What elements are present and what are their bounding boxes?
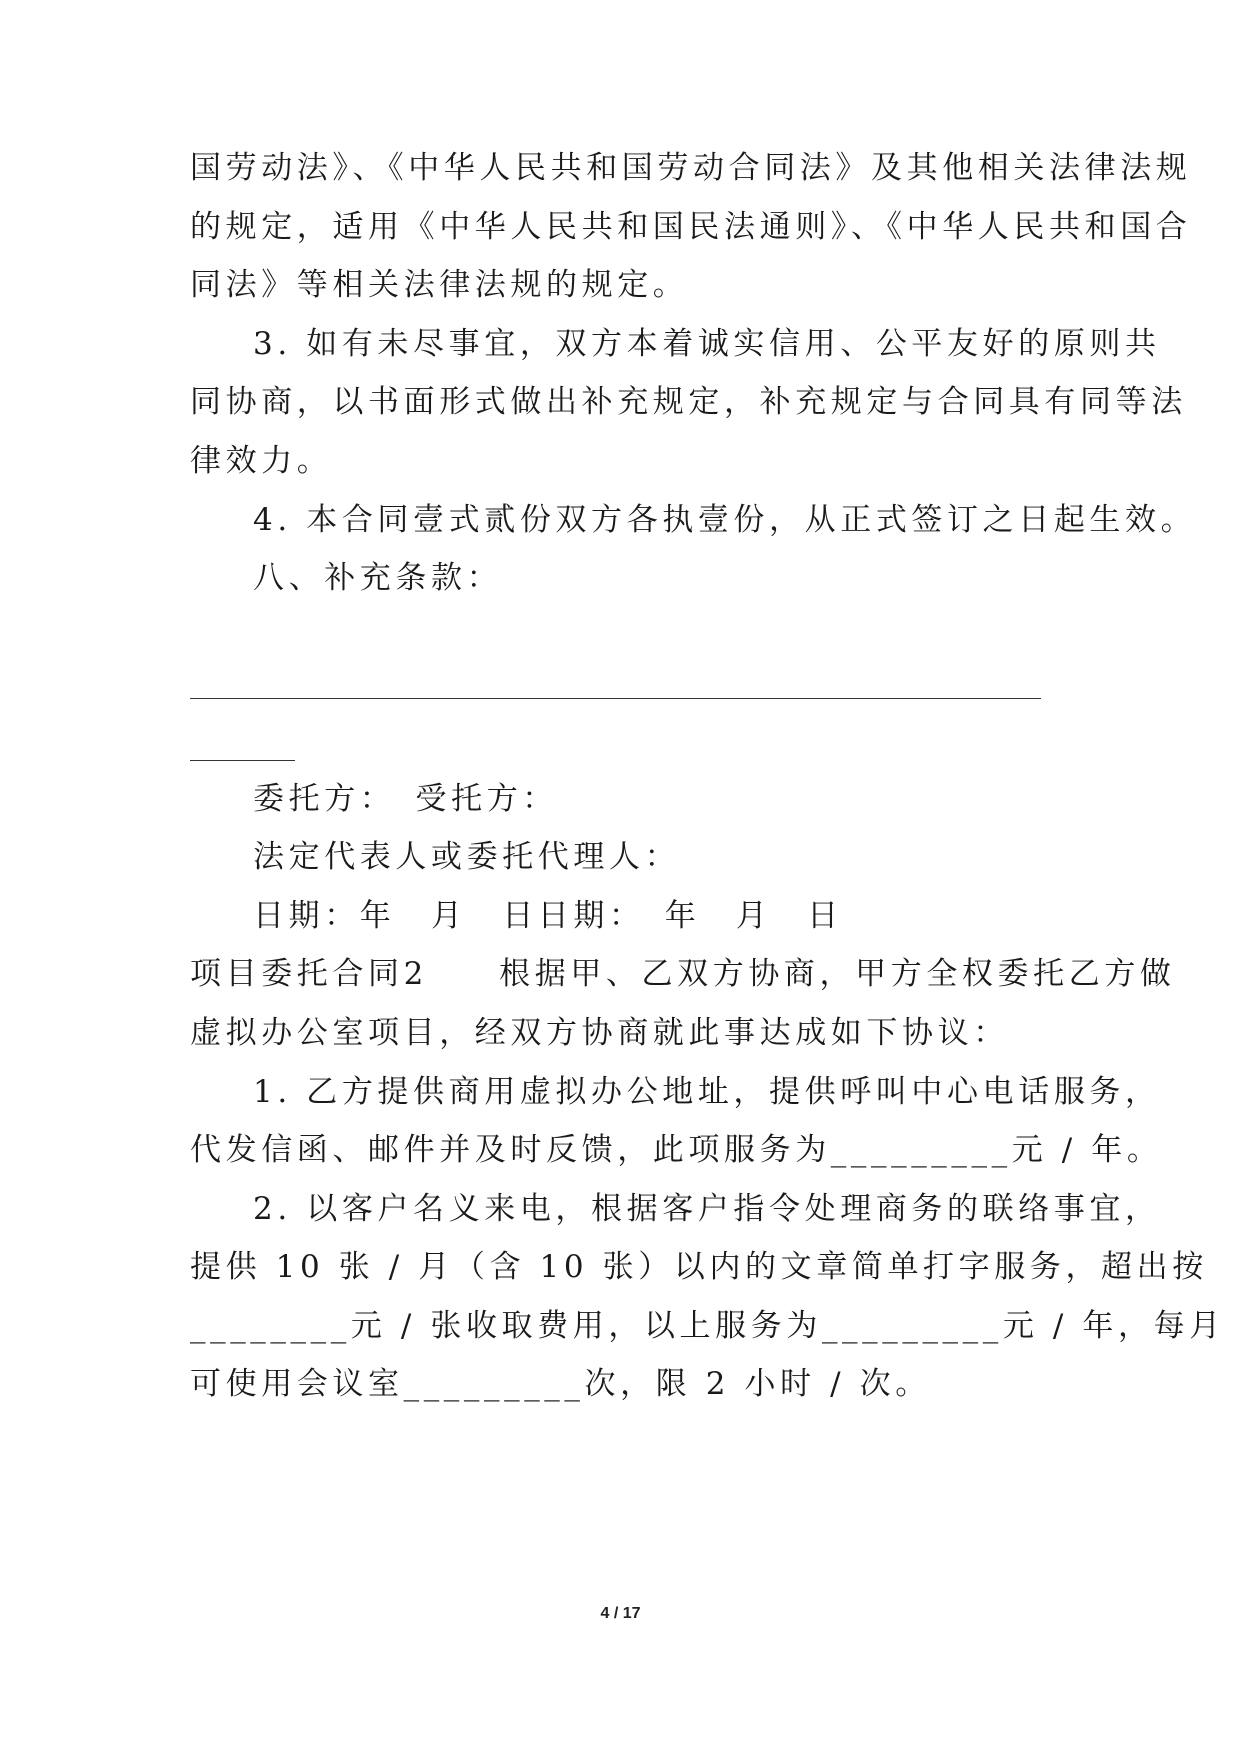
text-line: 同协商，以书面形式做出补充规定，补充规定与合同具有同等法 [190, 384, 1187, 420]
contract-title-line: 项目委托合同2 根据甲、乙双方协商，甲方全权委托乙方做 [190, 956, 1176, 992]
text-line: 代发信函、邮件并及时反馈，此项服务为_________元 / 年。 [190, 1132, 1163, 1168]
text-line: 虚拟办公室项目，经双方协商就此事达成如下协议： [190, 1015, 1009, 1051]
text-line: 国劳动法》、《中华人民共和国劳动合同法》及其他相关法律法规 [190, 150, 1192, 186]
item-1-line: 1. 乙方提供商用虚拟办公地址，提供呼叫中心电话服务， [253, 1074, 1161, 1110]
clause-3-line: 3. 如有未尽事宜，双方本着诚实信用、公平友好的原则共 [253, 326, 1161, 362]
section-heading: 八、补充条款： [253, 560, 503, 596]
item-2-line: 2. 以客户名义来电，根据客户指令处理商务的联络事宜， [253, 1191, 1161, 1227]
blank-fill-line [190, 760, 295, 761]
text-line: 可使用会议室_________次，限 2 小时 / 次。 [190, 1366, 931, 1402]
text-line: 律效力。 [190, 443, 333, 479]
signature-parties: 委托方： 受托方： [253, 781, 558, 817]
representative-line: 法定代表人或委托代理人： [253, 839, 681, 875]
clause-4-line: 4. 本合同壹式贰份双方各执壹份，从正式签订之日起生效。 [253, 502, 1197, 538]
text-line: 同法》等相关法律法规的规定。 [190, 267, 689, 303]
blank-fill-line [190, 698, 1041, 699]
text-line: ________元 / 张收取费用，以上服务为_________元 / 年，每月 [190, 1308, 1225, 1344]
text-line: 提供 10 张 / 月（含 10 张）以内的文章简单打字服务，超出按 [190, 1249, 1208, 1285]
text-line: 的规定，适用《中华人民共和国民法通则》、《中华人民共和国合 [190, 209, 1192, 245]
page-number: 4 / 17 [600, 1605, 641, 1622]
date-line: 日期：年 月 日日期： 年 月 日 [253, 898, 843, 934]
